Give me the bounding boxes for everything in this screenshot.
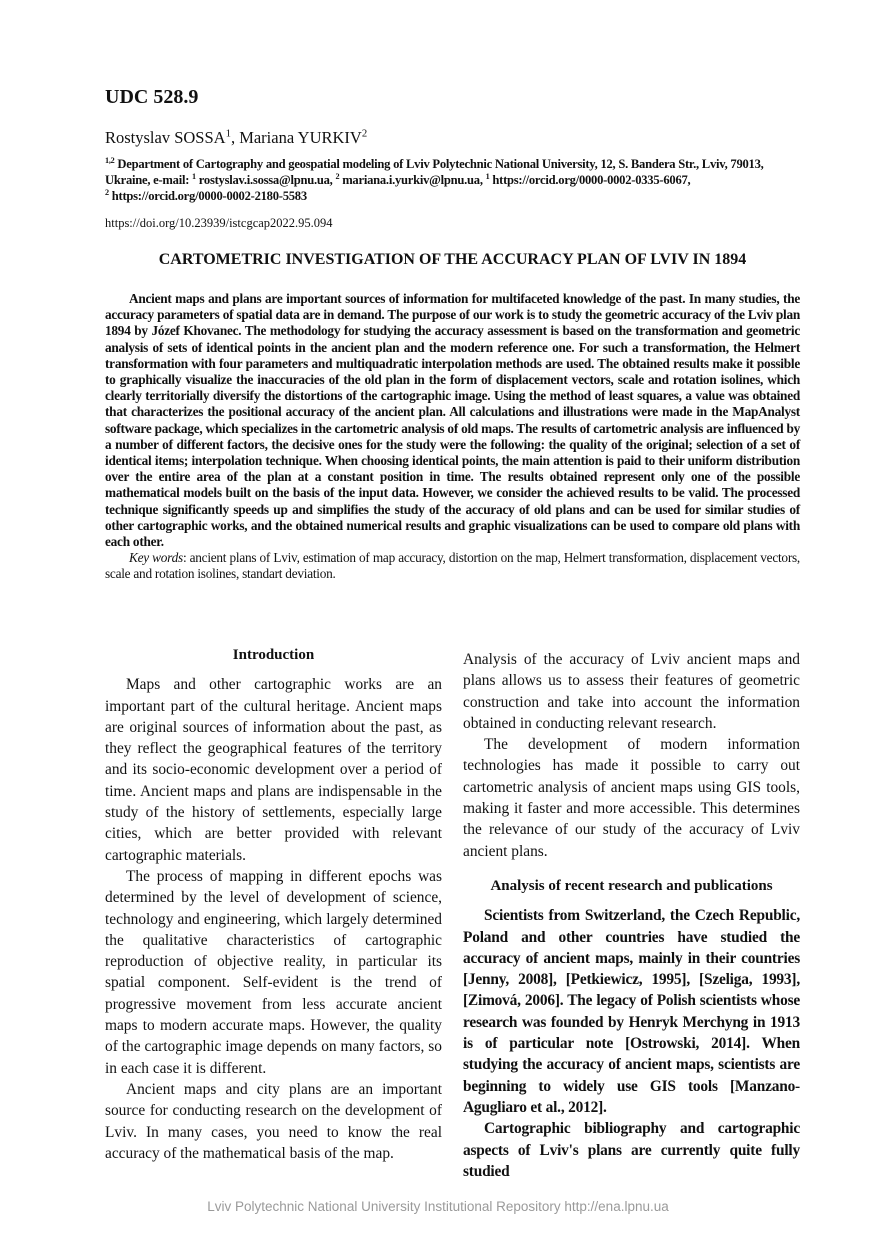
affil-sup: 2 [335,171,340,181]
authors [105,128,367,148]
paragraph: Scientists from Switzerland, the Czech Republic, Poland and other countries have studied the accuracy of ancient maps, mainly in their countries [Jenny, 2008], [Petkiewicz, 1995], [Szeliga, 1993], [Zimová, 2006]. The legacy of Polish scientists whose research was founded by Henryk Merchyng in 1913 is of particular note [Ostrowski, 2014]. When studying the accuracy of ancient maps, scientists are beginning to widely use GIS tools [Manzano-Agugliaro et al., 2012]. [463,907,800,1116]
affil-sup: 2 [105,187,109,197]
orcid-link-1[interactable]: https://orcid.org/0000-0002-0335-6067, [489,173,691,187]
paragraph: Ancient maps and city plans are an important source for conducting research on the development of Lviv. In many cases, you need to know the real accuracy of the mathematical basis of the map. [105,1080,442,1162]
affil-sup: 1 [192,171,196,181]
paragraph: Maps and other cartographic works are an important part of the cultural heritage. Ancient maps are original sources of information about the past, as they reflect the geographical features of the territory and its socio-economic development over a period of time. Ancient maps and plans are indispensable in the study of the history of settlements, especially large cities, which are better provided with relevant cartographic materials. [105,676,442,864]
affil-text: Department of Cartography and geospatial modeling of Lviv Polytechnic National University, 12, S. Bandera Str., Lviv, 79013, Ukraine, e-mail: [105,157,764,187]
abstract-text: Ancient maps and plans are important sources of information for multifaceted knowledge of the past. In many studies, the accuracy parameters of spatial data are in demand. The purpose of our work is to study the geometric accuracy of the Lviv plan 1894 by Józef Khovanec. The methodology for studying the accuracy assessment is based on the transformation and geometric analysis of sets of identical points in the ancient plan and the modern reference one. For such a transformation, the Helmert transformation with four parameters and multiquadratic interpolation methods are used. The obtained results make it possible to graphically visualize the inaccuracies of the old plan in the form of displacement vectors, scale and rotation isolines, which clearly territorially diversify the distortions of the cartographic image. Using the method of least squares, a value was obtained that characterizes the positional accuracy of the ancient plan. All calculations and illustrations were made in the MapAnalyst software package, which specializes in the cartometric analysis of old maps. The results of cartometric analysis are influenced by a number of different factors, the decisive ones for the study were the following: the quality of the original; selection of a set of identical items; interpolation technique. When choosing identical points, the main attention is paid to their uniform distribution over the entire area of the plan at a constant position in time. The results obtained represent only one of the possible mathematical models built on the basis of the input data. However, we consider the achieved results to be valid. The processed technique significantly speeds up and simplifies the study of the accuracy of old plans and can be used for similar studies of other cartographic works, and the obtained numerical results and graphic visualizations can be used to compare old plans with each other. [105,291,800,550]
paragraph: Cartographic bibliography and cartographic aspects of Lviv's plans are currently quite fully studied [463,1120,800,1180]
analysis-heading: Analysis of recent research and publications [490,877,773,894]
author-2: Mariana YURKIV [239,128,362,147]
keywords-text: : ancient plans of Lviv, estimation of map accuracy, distortion on the map, Helmert transformation, displacement vectors, scale and rotation isolines, standart deviation. [105,550,800,582]
right-column [463,649,800,1182]
doi-link[interactable]: https://doi.org/10.23939/istcgcap2022.95.094 [105,216,333,230]
paragraph: The development of modern information technologies has made it possible to carry out cartometric analysis of ancient maps using GIS tools, making it faster and more accessible. This determines the relevance of our study of the accuracy of Lviv ancient plans. [463,736,800,860]
introduction-heading: Introduction [232,647,315,663]
keywords [105,550,800,582]
orcid-link-2[interactable]: https://orcid.org/0000-0002-2180-5583 [108,189,307,203]
abstract [105,291,800,583]
paragraph: Analysis of the accuracy of Lviv ancient maps and plans allows us to assess their features of geometric construction and take into account the information obtained in conducting relevant research. [463,651,800,732]
affil-sup: 1 [485,171,490,181]
email-link-1[interactable]: rostyslav.i.sossa@lpnu.ua, [195,173,336,187]
affil-sup: 1,2 [105,155,115,165]
paragraph: The process of mapping in different epochs was determined by the level of development of science, technology and engineering, which largely determined the qualitative characteristics of cartographic reproduction of objective reality, in particular its spatial component. Self-evident is the trend of progressive movement from less accurate ancient maps to modern accurate maps. However, the quality of the cartographic image depends on many factors, so in each case it is different. [105,867,442,1077]
keywords-label: Key words [129,550,183,566]
author-2-sup: 2 [361,127,368,140]
repository-footer: Lviv Polytechnic National University Institutional Repository http://ena.lpnu.ua [207,1199,669,1214]
udc-code: UDC 528.9 [105,86,199,108]
email-link-2[interactable]: mariana.i.yurkiv@lpnu.ua, [339,173,486,187]
author-1-sup: 1 [225,127,231,140]
author-separator: , [230,128,240,147]
affiliation [105,156,805,204]
left-column [105,645,442,1164]
author-1: Rostyslav SOSSA [105,128,226,147]
paper-title: CARTOMETRIC INVESTIGATION OF THE ACCURACY PLAN OF LVIV IN 1894 [158,251,747,268]
